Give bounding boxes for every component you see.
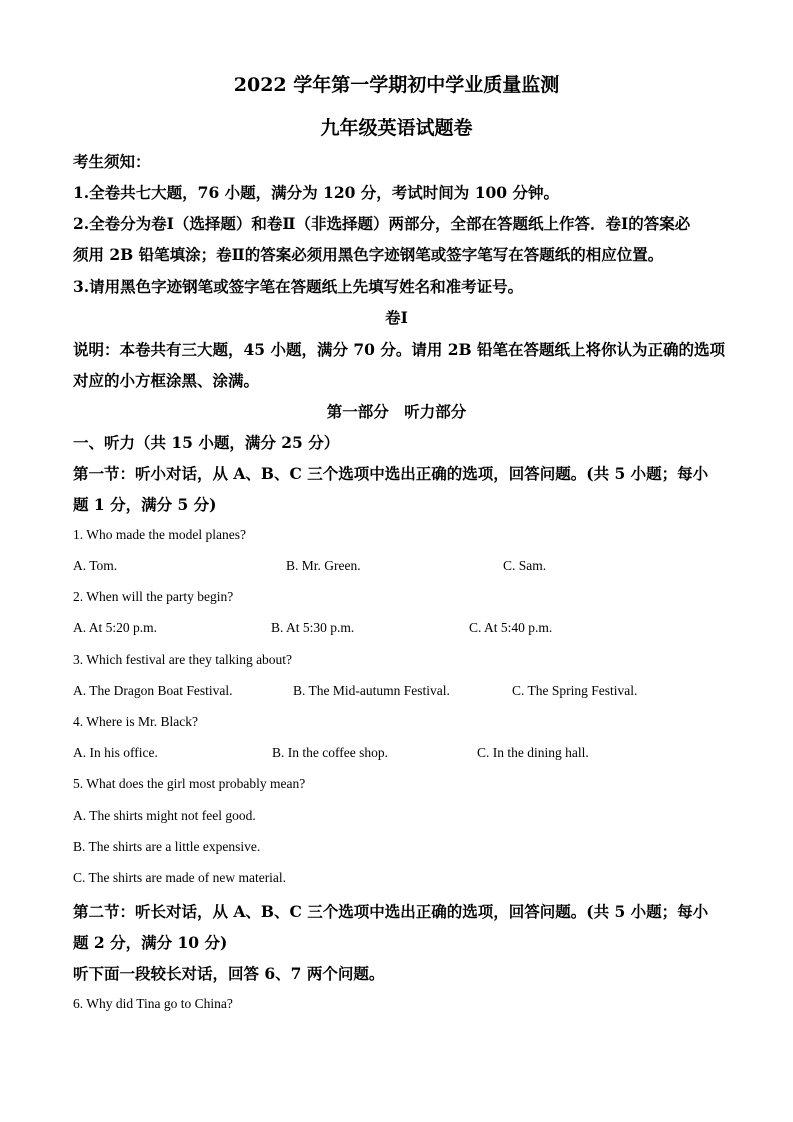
question-5: 5. What does the girl most probably mean? xyxy=(73,776,306,791)
notice-item-1: 1.全卷共七大题，76 小题，满分为 120 分，考试时间为 100 分钟。 xyxy=(73,183,559,202)
section1-instruction-line2: 题 1 分，满分 5 分) xyxy=(73,495,217,514)
option-3c: C. The Spring Festival. xyxy=(512,683,638,698)
question-4: 4. Where is Mr. Black? xyxy=(73,714,198,729)
option-4c: C. In the dining hall. xyxy=(477,745,589,760)
section1-instruction-line1: 第一节：听小对话，从 A、B、C 三个选项中选出正确的选项，回答问题。(共 5 小题；每小 xyxy=(73,464,709,483)
question-2: 2. When will the party begin? xyxy=(73,589,234,604)
option-5b: B. The shirts are a little expensive. xyxy=(73,839,261,854)
option-2c: C. At 5:40 p.m. xyxy=(469,620,553,635)
option-5c: C. The shirts are made of new material. xyxy=(73,870,287,885)
part1-heading: 第一部分 听力部分 xyxy=(326,402,467,421)
option-2b: B. At 5:30 p.m. xyxy=(271,620,355,635)
option-5a: A. The shirts might not feel good. xyxy=(73,808,256,823)
volume1-desc-line1: 说明：本卷共有三大题，45 小题，满分 70 分。请用 2B 铅笔在答题纸上将你认为正确的选项 xyxy=(73,340,726,359)
exam-title: 2022 学年第一学期初中学业质量监测 xyxy=(233,74,560,96)
notice-heading: 考生须知： xyxy=(73,152,151,171)
long-dialogue-instruction: 听下面一段较长对话，回答 6、7 两个问题。 xyxy=(73,964,385,983)
notice-item-2-line2: 须用 2B 铅笔填涂；卷Ⅱ的答案必须用黑色字迹钢笔或签字笔写在答题纸的相应位置。 xyxy=(73,245,664,264)
section2-instruction-line1: 第二节：听长对话，从 A、B、C 三个选项中选出正确的选项，回答问题。(共 5 小题；每小 xyxy=(73,902,709,921)
section2-instruction-line2: 题 2 分，满分 10 分) xyxy=(73,933,228,952)
exam-subtitle: 九年级英语试题卷 xyxy=(320,117,473,139)
option-4a: A. In his office. xyxy=(73,745,158,760)
option-1a: A. Tom. xyxy=(73,558,118,573)
listening-section-heading: 一、听力（共 15 小题，满分 25 分） xyxy=(73,433,340,452)
question-6: 6. Why did Tina go to China? xyxy=(73,996,233,1011)
volume1-heading: 卷Ⅰ xyxy=(385,308,408,327)
option-1c: C. Sam. xyxy=(503,558,547,573)
notice-item-2-line1: 2.全卷分为卷Ⅰ（选择题）和卷Ⅱ（非选择题）两部分，全部在答题纸上作答．卷Ⅰ的答案必 xyxy=(73,214,691,233)
option-4b: B. In the coffee shop. xyxy=(272,745,388,760)
option-3b: B. The Mid-autumn Festival. xyxy=(293,683,450,698)
option-1b: B. Mr. Green. xyxy=(286,558,361,573)
option-3a: A. The Dragon Boat Festival. xyxy=(73,683,233,698)
question-1: 1. Who made the model planes? xyxy=(73,527,246,542)
question-3: 3. Which festival are they talking about? xyxy=(73,652,293,667)
volume1-desc-line2: 对应的小方框涂黑、涂满。 xyxy=(73,371,260,390)
notice-item-3: 3.请用黑色字迹钢笔或签字笔在答题纸上先填写姓名和准考证号。 xyxy=(73,277,524,296)
option-2a: A. At 5:20 p.m. xyxy=(73,620,158,635)
